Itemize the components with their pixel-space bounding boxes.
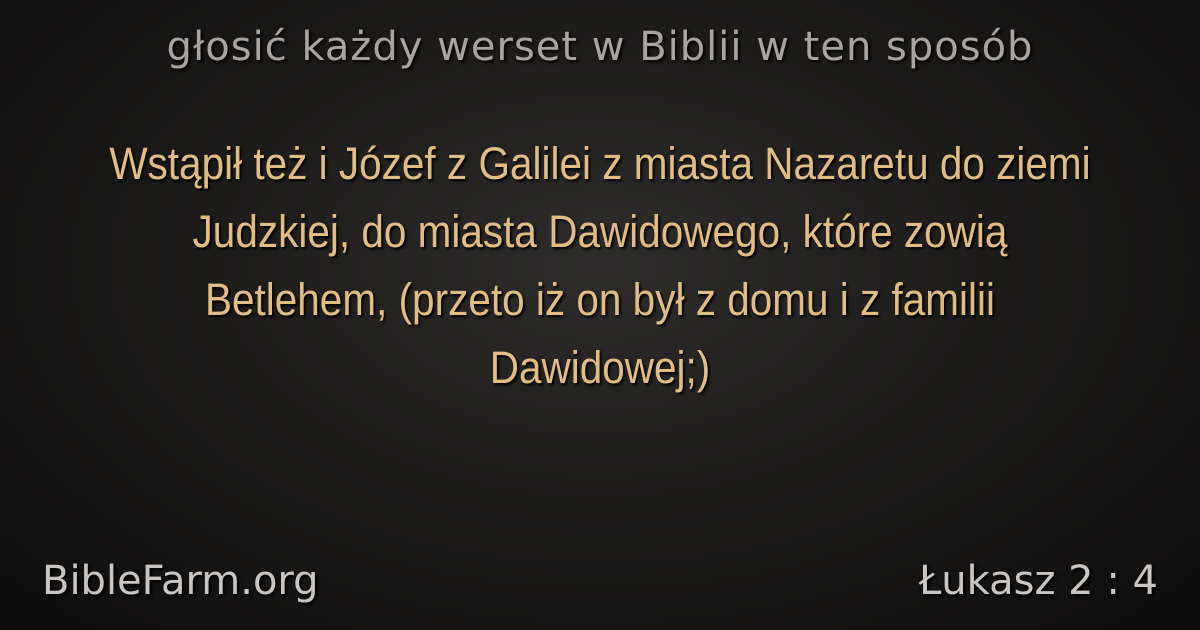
verse-reference: Łukasz 2 : 4: [918, 558, 1158, 604]
verse-text: Wstąpił też i Józef z Galilei z miasta Nazaretu do ziemi Judzkiej, do miasta Dawidowego, które zowią Betlehem, (przeto iż on był z domu i z familii Dawidowej;): [109, 138, 1091, 393]
site-name: BibleFarm.org: [42, 558, 319, 604]
tagline: głosić każdy werset w Biblii w ten sposób: [166, 24, 1034, 70]
